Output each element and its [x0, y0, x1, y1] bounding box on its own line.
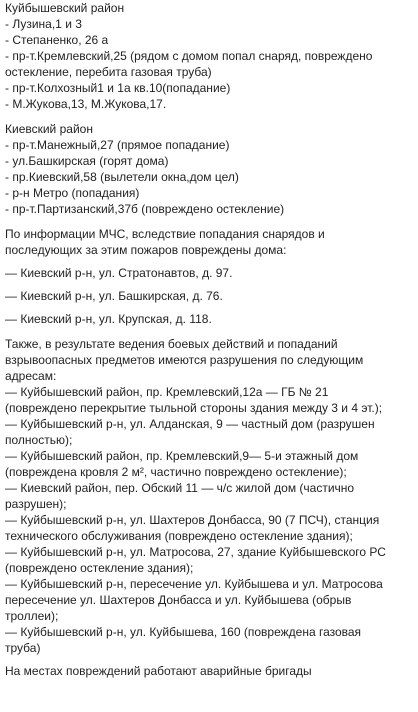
list-item: - пр-т.Кремлевский,25 (рядом с домом попал снаряд, повреждено [5, 49, 373, 63]
fire-house-item: — Киевский р-н, ул. Башкирская, д. 76. [5, 289, 223, 303]
list-item: - пр-т.Колхозный1 и 1а кв.10(попадание) [5, 81, 231, 95]
list-item: - пр-т.Партизанский,37б (повреждено остекление) [5, 202, 285, 216]
kievsky-heading: Киевский район [5, 122, 93, 136]
list-item: - Лузина,1 и 3 [5, 17, 82, 31]
spacer [5, 656, 418, 663]
list-item: — Куйбышевский р-н, ул. Матросова, 27, здание Куйбышевского РС [5, 545, 386, 559]
list-item: - пр.Киевский,58 (вылетели окна,дом цел) [5, 170, 239, 184]
list-item: троллеи); [5, 609, 59, 623]
list-item: — Куйбышевский р-н, ул. Куйбышева, 160 (повреждена газовая [5, 625, 362, 639]
list-item: — Куйбышевский район, пр. Кремлевский,9— 5-и этажный дом [5, 449, 359, 463]
paragraph-line: взрывоопасных предметов имеются разрушения по следующим [5, 353, 364, 367]
paragraph-line: последующих за этим пожаров повреждены дома: [5, 243, 287, 257]
list-item: - М.Жукова,13, М.Жукова,17. [5, 97, 167, 111]
spacer [5, 304, 418, 311]
list-item: — Куйбышевский р-н, ул. Шахтеров Донбасса, 90 (7 ПСЧ), станция [5, 513, 380, 527]
spacer [5, 112, 418, 121]
spacer [5, 327, 418, 336]
list-item: - р-н Метро (попадания) [5, 186, 140, 200]
fire-house-item: — Киевский р-н, ул. Стратонавтов, д. 97. [5, 266, 233, 280]
list-item: — Куйбышевский район, пр. Кремлевский,12а — ГБ № 21 [5, 385, 329, 399]
list-item: полностью); [5, 433, 73, 447]
spacer [5, 217, 418, 226]
paragraph-line: По информации МЧС, вследствие попадания снарядов и [5, 227, 325, 241]
paragraph-line: адресам: [5, 369, 57, 383]
spacer [5, 258, 418, 265]
list-item: — Куйбышевский р-н, пересечение ул. Куйбышева и ул. Матросова [5, 577, 383, 591]
spacer [5, 281, 418, 288]
list-item: (повреждено перекрытие тыльной стороны здания между 3 и 4 эт.); [5, 401, 383, 415]
list-item: остекление, перебита газовая труба) [5, 65, 212, 79]
destruction-list [5, 384, 418, 656]
list-item: — Куйбышевский р-н, ул. Алданская, 9 — частный дом (разрушен [5, 417, 375, 431]
list-item: - Степаненко, 26 а [5, 33, 109, 47]
list-item: технического обслуживания (повреждено остекление здания); [5, 529, 353, 543]
list-item: - пр-т.Манежный,27 (прямое попадание) [5, 138, 230, 152]
kuibyshevsky-heading: Куйбышевский район [5, 1, 125, 15]
kuibyshevsky-section [5, 0, 418, 112]
list-item: — Киевский район, пер. Обский 11 — ч/с жилой дом (частично [5, 481, 355, 495]
list-item: труба) [5, 641, 41, 655]
kievsky-section [5, 121, 418, 217]
list-item: разрушен); [5, 497, 67, 511]
document-body [5, 0, 418, 679]
list-item: (повреждена кровля 2 м², частично повреждено остекление); [5, 465, 347, 479]
list-item: (повреждено остекление здания); [5, 561, 194, 575]
fire-house-item: — Киевский р-н, ул. Крупская, д. 118. [5, 312, 212, 326]
mchs-paragraph [5, 226, 418, 258]
list-item: - ул.Башкирская (горят дома) [5, 154, 169, 168]
paragraph-line: Также, в результате ведения боевых действий и попаданий [5, 337, 338, 351]
closing-line: На местах повреждений работают аварийные бригады [5, 664, 312, 678]
destruction-paragraph [5, 336, 418, 384]
list-item: пересечение ул. Шахтеров Донбасса и ул. Куйбышева (обрыв [5, 593, 352, 607]
